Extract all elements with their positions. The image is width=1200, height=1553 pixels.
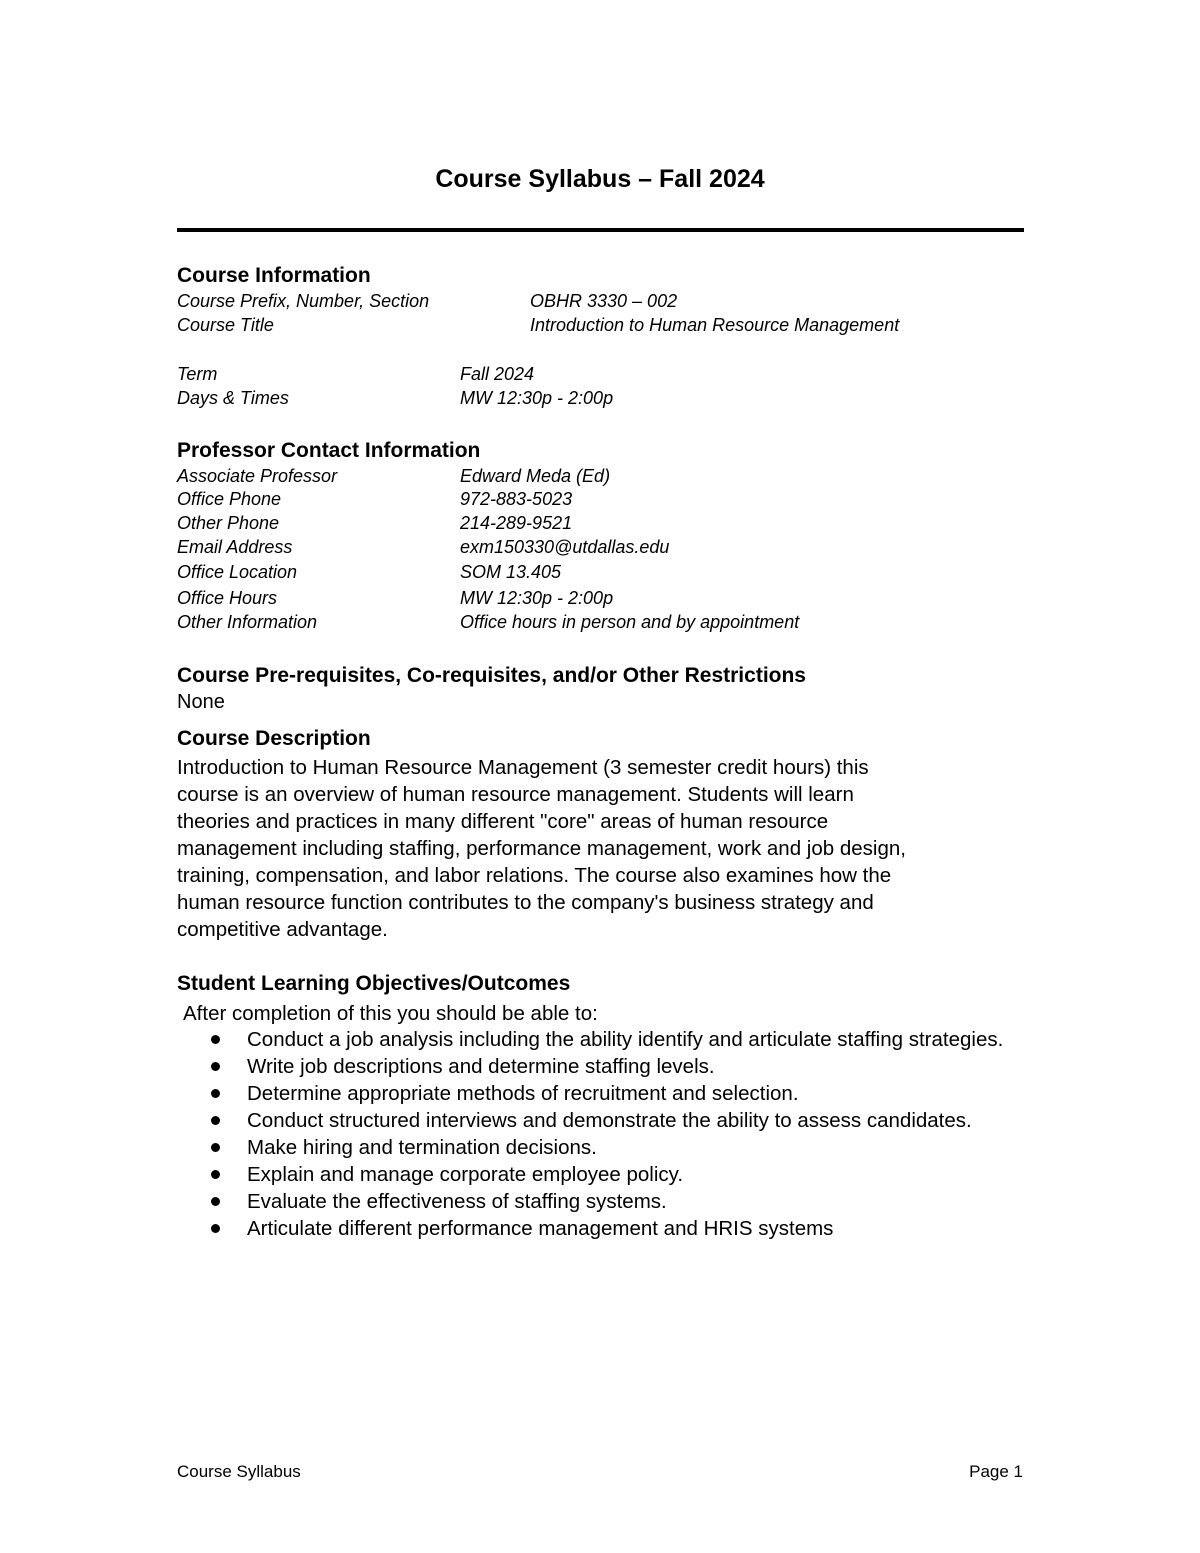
info-label: Email Address — [177, 537, 293, 557]
learning-objectives-list — [177, 1026, 1017, 1242]
info-value: Edward Meda (Ed) — [460, 466, 611, 486]
info-label: Course Title — [177, 315, 274, 335]
objective-text: Write job descriptions and determine staffing levels. — [247, 1055, 715, 1078]
bullet-icon — [211, 1089, 220, 1098]
footer-page-number: Page 1 — [969, 1462, 1023, 1481]
bullet-icon — [211, 1170, 220, 1179]
prerequisites-heading: Course Pre-requisites, Co-requisites, and/or Other Restrictions — [177, 664, 806, 687]
list-item — [177, 1080, 1017, 1107]
info-label: Office Phone — [177, 489, 282, 509]
list-item — [177, 1134, 1017, 1161]
info-value: SOM 13.405 — [460, 562, 562, 582]
objective-text: Make hiring and termination decisions. — [247, 1136, 597, 1159]
learning-objectives-intro: After completion of this you should be able to: — [183, 1002, 598, 1025]
bullet-icon — [211, 1035, 220, 1044]
objective-text: Explain and manage corporate employee policy. — [247, 1163, 684, 1186]
bullet-icon — [211, 1116, 220, 1125]
course-information-heading: Course Information — [177, 264, 371, 287]
info-label: Days & Times — [177, 388, 289, 408]
list-item — [177, 1107, 1017, 1134]
info-label: Associate Professor — [177, 466, 338, 486]
course-description-heading: Course Description — [177, 727, 371, 750]
description-line: course is an overview of human resource management. Students will learn — [177, 783, 854, 806]
bullet-icon — [211, 1224, 220, 1233]
learning-objectives-heading: Student Learning Objectives/Outcomes — [177, 972, 571, 995]
info-value: MW 12:30p - 2:00p — [460, 388, 614, 408]
description-line: human resource function contributes to the company's business strategy and — [177, 891, 874, 914]
info-value: 972-883-5023 — [460, 489, 573, 509]
bullet-icon — [211, 1197, 220, 1206]
list-item — [177, 1215, 1017, 1242]
list-item — [177, 1188, 1017, 1215]
description-line: management including staffing, performance management, work and job design, — [177, 837, 906, 860]
info-label: Course Prefix, Number, Section — [177, 291, 430, 311]
prerequisites-text: None — [177, 691, 225, 713]
footer-document-name: Course Syllabus — [177, 1462, 301, 1481]
objective-text: Determine appropriate methods of recruitment and selection. — [247, 1082, 799, 1105]
description-line: training, compensation, and labor relations. The course also examines how the — [177, 864, 892, 887]
objective-text: Conduct structured interviews and demonstrate the ability to assess candidates. — [247, 1109, 972, 1132]
objective-text: Conduct a job analysis including the ability identify and articulate staffing strategies. — [247, 1028, 1004, 1051]
email-value: exm150330@utdallas.edu — [460, 537, 670, 557]
description-line: Introduction to Human Resource Management (3 semester credit hours) this — [177, 756, 869, 779]
info-label: Term — [177, 364, 218, 384]
course-description-text — [177, 754, 1027, 943]
title-divider — [177, 228, 1024, 232]
bullet-icon — [211, 1143, 220, 1152]
page-title: Course Syllabus – Fall 2024 — [435, 165, 765, 193]
info-value: Fall 2024 — [460, 364, 535, 384]
info-label: Office Hours — [177, 588, 278, 608]
info-value: MW 12:30p - 2:00p — [460, 588, 614, 608]
description-line: competitive advantage. — [177, 918, 388, 941]
objective-text: Articulate different performance management and HRIS systems — [247, 1217, 834, 1240]
info-label: Other Information — [177, 612, 318, 632]
info-value: Introduction to Human Resource Management — [530, 315, 900, 335]
list-item — [177, 1161, 1017, 1188]
info-value: Office hours in person and by appointment — [460, 612, 800, 632]
info-label: Other Phone — [177, 513, 280, 533]
list-item — [177, 1053, 1017, 1080]
info-label: Office Location — [177, 562, 298, 582]
objective-text: Evaluate the effectiveness of staffing systems. — [247, 1190, 667, 1213]
list-item — [177, 1026, 1017, 1053]
description-line: theories and practices in many different "core" areas of human resource — [177, 810, 829, 833]
bullet-icon — [211, 1062, 220, 1071]
professor-contact-heading: Professor Contact Information — [177, 439, 481, 462]
info-value: 214-289-9521 — [460, 513, 573, 533]
info-value: OBHR 3330 – 002 — [530, 291, 678, 311]
